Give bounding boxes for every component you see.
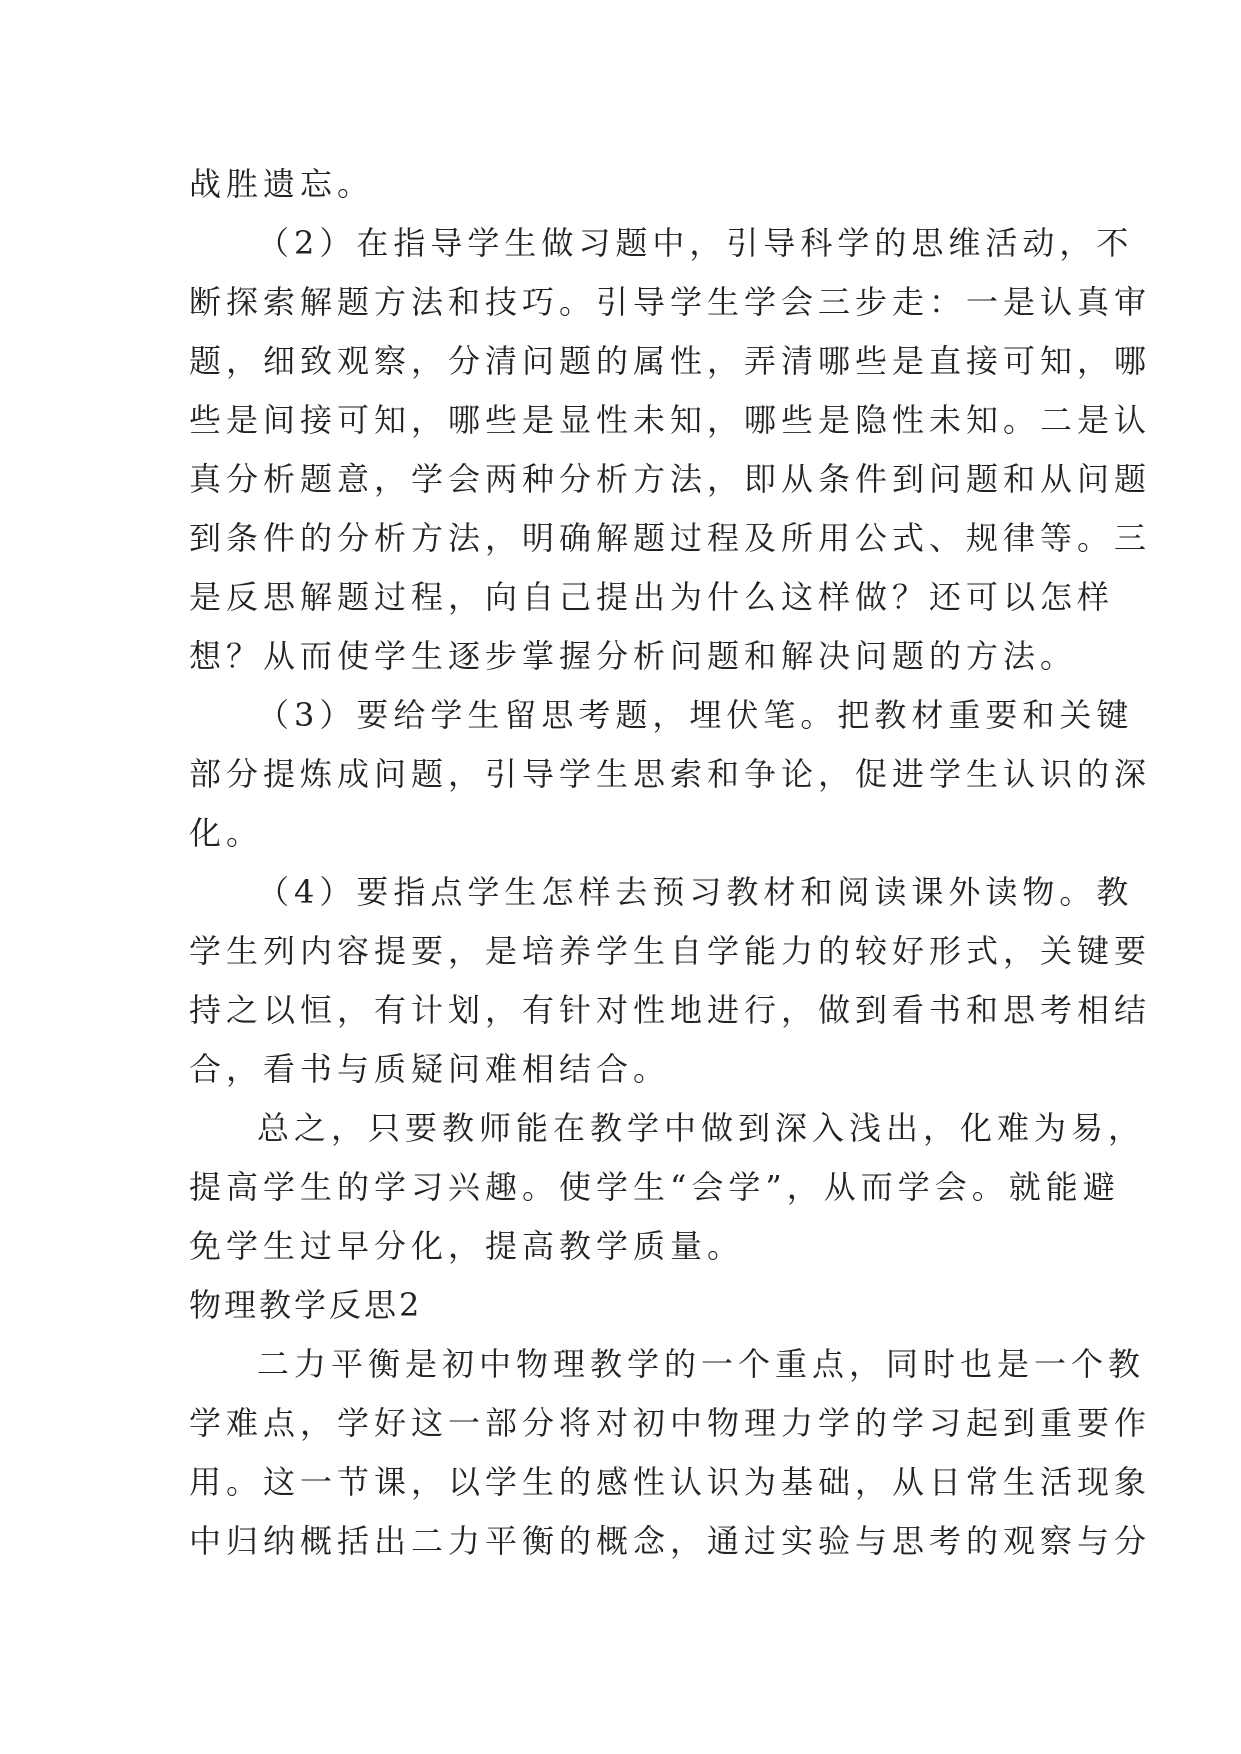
text-line: 合，看书与质疑问难相结合。 — [189, 1050, 671, 1088]
text-line: 用。这一节课，以学生的感性认识为基础，从日常生活现象 — [189, 1463, 1152, 1501]
text-line: 二力平衡是初中物理教学的一个重点，同时也是一个教 — [257, 1345, 1146, 1383]
text-line: 化。 — [189, 814, 264, 852]
text-line: 断探索解题方法和技巧。引导学生学会三步走：一是认真审 — [189, 283, 1152, 321]
text-line: （2）在指导学生做习题中，引导科学的思维活动，不 — [257, 224, 1134, 262]
text-line: 中归纳概括出二力平衡的概念，通过实验与思考的观察与分 — [189, 1522, 1152, 1560]
text-line: 持之以恒，有计划，有针对性地进行，做到看书和思考相结 — [189, 991, 1152, 1029]
text-line: 是反思解题过程，向自己提出为什么这样做？还可以怎样 — [189, 578, 1115, 616]
text-line: 真分析题意，学会两种分析方法，即从条件到问题和从问题 — [189, 460, 1152, 498]
text-line: 部分提炼成问题，引导学生思索和争论，促进学生认识的深 — [189, 755, 1152, 793]
text-line: 学难点，学好这一部分将对初中物理力学的学习起到重要作 — [189, 1404, 1152, 1442]
text-line: 总之，只要教师能在教学中做到深入浅出，化难为易， — [257, 1109, 1146, 1147]
document-body — [189, 155, 1152, 1571]
text-line: 些是间接可知，哪些是显性未知，哪些是隐性未知。二是认 — [189, 401, 1152, 439]
text-line: （4）要指点学生怎样去预习教材和阅读课外读物。教 — [257, 873, 1134, 911]
text-line: 免学生过早分化，提高教学质量。 — [189, 1227, 745, 1265]
text-line: 想？从而使学生逐步掌握分析问题和解决问题的方法。 — [189, 637, 1078, 675]
text-line: 题，细致观察，分清问题的属性，弄清哪些是直接可知，哪 — [189, 342, 1152, 380]
section-heading: 物理教学反思2 — [189, 1286, 423, 1324]
text-line: 提高学生的学习兴趣。使学生“会学”，从而学会。就能避 — [189, 1168, 1120, 1206]
text-line: （3）要给学生留思考题，埋伏笔。把教材重要和关键 — [257, 696, 1134, 734]
text-line: 到条件的分析方法，明确解题过程及所用公式、规律等。三 — [189, 519, 1152, 557]
text-line: 学生列内容提要，是培养学生自学能力的较好形式，关键要 — [189, 932, 1152, 970]
text-line: 战胜遗忘。 — [189, 165, 375, 203]
